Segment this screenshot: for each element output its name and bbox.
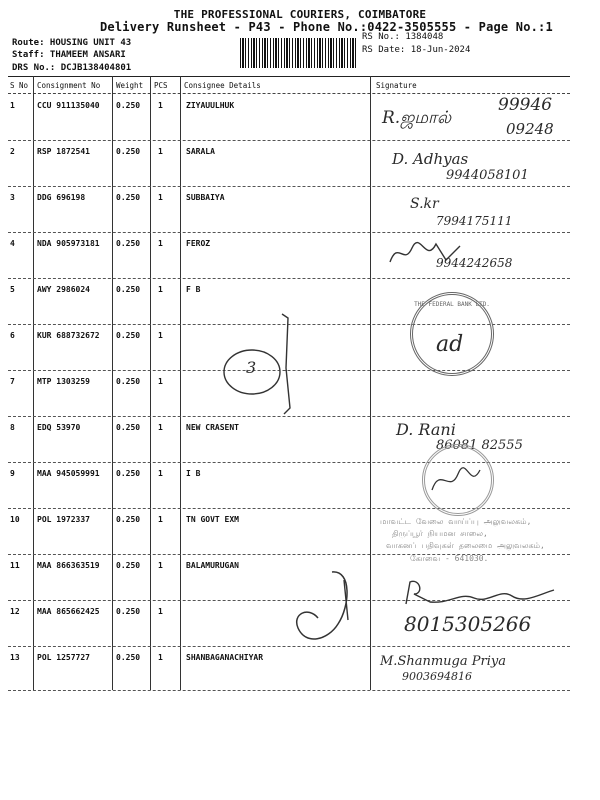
cell-weight: 0.250: [116, 239, 141, 248]
cell-consignment: DDG 696198: [37, 193, 86, 202]
drs-number: DRS No.: DCJB138404801: [12, 63, 132, 73]
signature-row-8-phone: 86081 82555: [436, 438, 523, 453]
circled-mark-scribble: [210, 308, 310, 418]
cell-pcs: 1: [158, 331, 163, 340]
signature-row-9-scribble: [426, 460, 486, 500]
cell-sno: 3: [10, 193, 15, 202]
cell-consignment: MTP 1303259: [37, 377, 90, 386]
cell-consignment: RSP 1872541: [37, 147, 90, 156]
cell-weight: 0.250: [116, 377, 141, 386]
signature-row-13-phone: 9003694816: [402, 670, 472, 683]
signature-row-8-name: D. Rani: [396, 420, 456, 439]
cell-sno: 10: [10, 515, 20, 524]
cell-sno: 2: [10, 147, 15, 156]
cell-weight: 0.250: [116, 101, 141, 110]
runsheet-title: Delivery Runsheet - P43 - Phone No.:0422-3505555 - Page No.:1: [100, 20, 553, 34]
barcode-image: [240, 38, 356, 68]
cell-consignee: SARALA: [186, 147, 215, 156]
route-label: Route: HOUSING UNIT 43: [12, 38, 132, 48]
cell-sno: 7: [10, 377, 15, 386]
cell-consignee: F B: [186, 285, 201, 294]
cell-consignment: NDA 905973181: [37, 239, 100, 248]
row-12-scribble: [288, 566, 362, 650]
cell-sno: 13: [10, 653, 20, 662]
cell-pcs: 1: [158, 377, 163, 386]
cell-consignee: ZIYAUULHUK: [186, 101, 235, 110]
cell-sno: 5: [10, 285, 15, 294]
cell-consignment: AWY 2986024: [37, 285, 90, 294]
cell-pcs: 1: [158, 423, 163, 432]
cell-consignment: MAA 945059991: [37, 469, 100, 478]
cell-consignee: FEROZ: [186, 239, 211, 248]
col-header-weight: Weight: [116, 81, 144, 90]
cell-pcs: 1: [158, 469, 163, 478]
cell-weight: 0.250: [116, 423, 141, 432]
col-header-pcs: PCS: [154, 81, 168, 90]
cell-pcs: 1: [158, 147, 163, 156]
signature-row-7-mark: 3: [246, 358, 257, 377]
cell-pcs: 1: [158, 607, 163, 616]
cell-consignee: BALAMURUGAN: [186, 561, 239, 570]
cell-consignee: SUBBAIYA: [186, 193, 225, 202]
signature-row-3-phone: 7994175111: [436, 214, 513, 228]
cell-pcs: 1: [158, 515, 163, 524]
cell-consignment: POL 1257727: [37, 653, 90, 662]
signature-row-4-phone: 9944242658: [436, 256, 513, 270]
col-header-signature: Signature: [376, 81, 417, 90]
cell-sno: 1: [10, 101, 15, 110]
table-row: [8, 94, 570, 141]
rs-number: RS No.: 1384048: [362, 32, 444, 42]
cell-pcs: 1: [158, 653, 163, 662]
cell-sno: 12: [10, 607, 20, 616]
signature-row-3-name: S.kr: [410, 196, 439, 212]
tamil-stamp-line-1: மாவட்ட வேலை வாய்ப்பு அலுவலகம்,: [380, 517, 532, 526]
signature-row-2-name: D. Adhyas: [392, 150, 469, 168]
cell-sno: 6: [10, 331, 15, 340]
cell-sno: 11: [10, 561, 20, 570]
cell-consignment: EDQ 53970: [37, 423, 81, 432]
signature-row-2-phone: 9944058101: [446, 168, 529, 183]
cell-consignment: MAA 866363519: [37, 561, 100, 570]
cell-consignment: KUR 688732672: [37, 331, 100, 340]
cell-pcs: 1: [158, 193, 163, 202]
cell-pcs: 1: [158, 561, 163, 570]
cell-weight: 0.250: [116, 561, 141, 570]
cell-weight: 0.250: [116, 193, 141, 202]
cell-pcs: 1: [158, 101, 163, 110]
cell-sno: 4: [10, 239, 15, 248]
cell-consignee: NEW CRASENT: [186, 423, 239, 432]
cell-weight: 0.250: [116, 653, 141, 662]
staff-label: Staff: THAMEEM ANSARI: [12, 50, 126, 60]
cell-weight: 0.250: [116, 331, 141, 340]
cell-consignee: I B: [186, 469, 201, 478]
col-header-consignee: Consignee Details: [184, 81, 261, 90]
cell-weight: 0.250: [116, 469, 141, 478]
col-header-consignment: Consignment No: [37, 81, 101, 90]
cell-weight: 0.250: [116, 515, 141, 524]
bank-stamp-text: THE FEDERAL BANK LTD.: [414, 301, 490, 308]
cell-weight: 0.250: [116, 285, 141, 294]
cell-sno: 8: [10, 423, 15, 432]
signature-row-1-phone-b: 09248: [506, 120, 554, 138]
cell-consignee: TN GOVT EXM: [186, 515, 239, 524]
cell-weight: 0.250: [116, 147, 141, 156]
cell-consignee: SHANBAGANACHIYAR: [186, 653, 264, 662]
signature-row-13-name: M.Shanmuga Priya: [380, 654, 506, 669]
signature-row-11-scribble: [400, 574, 560, 610]
cell-consignment: MAA 865662425: [37, 607, 100, 616]
signature-row-6-mark: ad: [436, 332, 464, 357]
rs-date: RS Date: 18-Jun-2024: [362, 45, 471, 55]
tamil-stamp-line-4: கோவை - 641030.: [410, 554, 489, 563]
company-name: THE PROFESSIONAL COURIERS, COIMBATORE: [173, 8, 427, 21]
signature-row-12-phone: 8015305266: [404, 612, 532, 636]
table-top-border: [8, 76, 570, 77]
col-header-sno: S No: [10, 81, 29, 90]
tamil-stamp-line-2: திருப்பூர் நியமன சாலை,: [392, 529, 488, 538]
cell-pcs: 1: [158, 285, 163, 294]
signature-row-1-name: R.ஜமால்: [382, 108, 452, 128]
cell-weight: 0.250: [116, 607, 141, 616]
cell-consignment: CCU 911135040: [37, 101, 100, 110]
signature-row-1-phone-a: 99946: [498, 95, 553, 115]
cell-sno: 9: [10, 469, 15, 478]
tamil-stamp-line-3: வாகனப் பதிவுகள் தலைமை அலுவலகம்,: [386, 541, 545, 550]
cell-pcs: 1: [158, 239, 163, 248]
cell-consignment: POL 1972337: [37, 515, 90, 524]
